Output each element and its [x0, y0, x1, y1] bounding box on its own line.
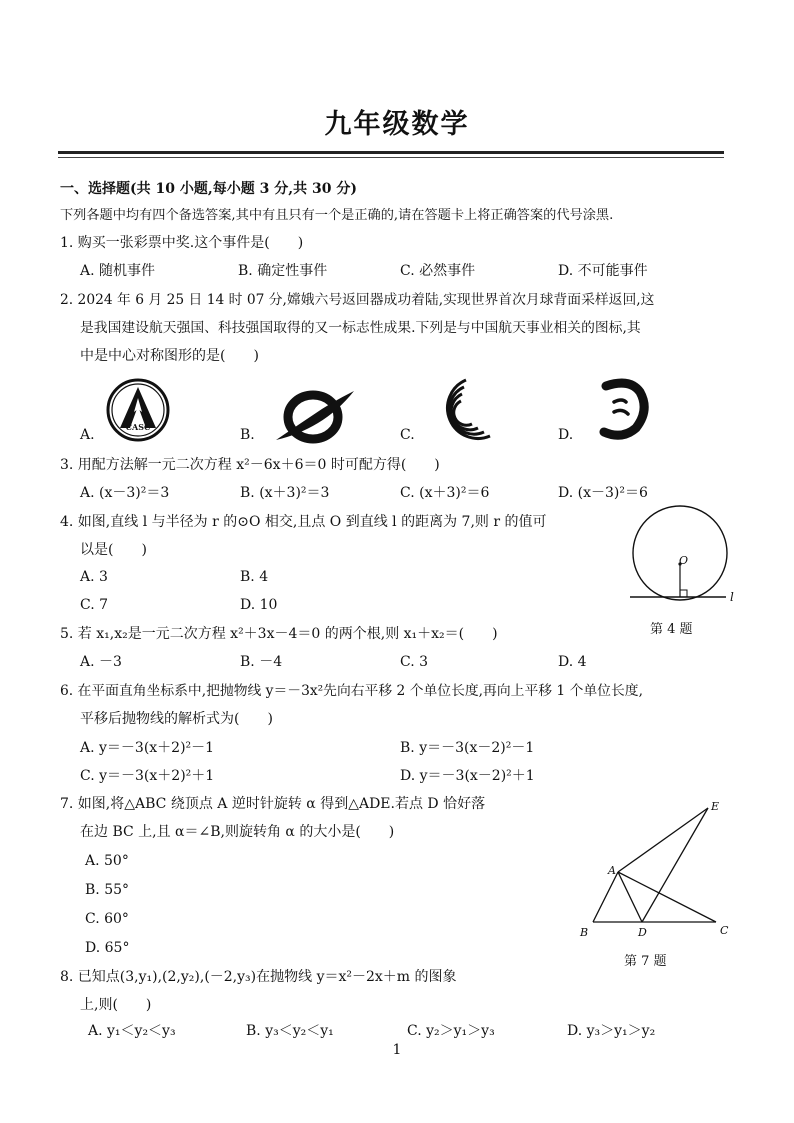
q6-option-b[interactable]: B. y＝－3(x－2)²－1: [400, 740, 535, 756]
q4-figure-caption: 第 4 题: [650, 622, 693, 637]
q4-circle-figure: [620, 506, 740, 616]
q5-option-a[interactable]: A. －3: [80, 654, 122, 670]
q5-stem: 5. 若 x₁,x₂是一元二次方程 x²＋3x－4＝0 的两个根,则 x₁＋x₂＝( ): [60, 626, 498, 642]
q7-option-d[interactable]: D. 65°: [85, 940, 130, 956]
q4-stem-line1: 4. 如图,直线 l 与半径为 r 的⊙O 相交,且点 O 到直线 l 的距离为 7,则 r 的值可: [60, 514, 547, 530]
q3-stem: 3. 用配方法解一元二次方程 x²－6x＋6＝0 时可配方得( ): [60, 457, 440, 473]
q5-option-d[interactable]: D. 4: [558, 654, 587, 670]
q7-option-c[interactable]: C. 60°: [85, 911, 129, 927]
q7-option-a[interactable]: A. 50°: [85, 853, 129, 869]
q2-option-d[interactable]: D.: [558, 427, 574, 443]
q6-stem-line2: 平移后抛物线的解析式为( ): [80, 711, 273, 727]
q7-stem-line2: 在边 BC 上,且 α＝∠B,则旋转角 α 的大小是( ): [80, 824, 395, 840]
q8-option-a[interactable]: A. y₁＜y₂＜y₃: [88, 1023, 176, 1039]
q8-stem-line1: 8. 已知点(3,y₁),(2,y₂),(－2,y₃)在抛物线 y＝x²－2x＋m 的图象: [60, 969, 457, 985]
q1-option-b[interactable]: B. 确定性事件: [238, 263, 328, 279]
q7-figure-caption: 第 7 题: [624, 954, 667, 969]
brush-swirl-logo-icon: [596, 378, 656, 442]
q3-option-a[interactable]: A. (x－3)²＝3: [80, 485, 170, 501]
q4-option-b[interactable]: B. 4: [240, 569, 269, 585]
section-instruction: 下列各题中均有四个备选答案,其中有且只有一个是正确的,请在答题卡上将正确答案的代号涂黑.: [60, 208, 614, 223]
q2-stem-line2: 是我国建设航天强国、科技强国取得的又一标志性成果.下列是与中国航天事业相关的图标,其: [80, 320, 641, 336]
q8-stem-line2: 上,则( ): [80, 997, 152, 1013]
q7-stem-line1: 7. 如图,将△ABC 绕顶点 A 逆时针旋转 α 得到△ADE.若点 D 恰好落: [60, 796, 486, 812]
q4-label-o: O: [679, 554, 689, 567]
q2-option-c[interactable]: C.: [400, 427, 415, 443]
casc-logo-text: CASC: [125, 422, 151, 432]
q1-option-a[interactable]: A. 随机事件: [80, 263, 156, 279]
header-rule-thick: [58, 151, 724, 154]
page-title: 九年级数学: [324, 109, 470, 140]
q7-label-e: E: [711, 800, 720, 813]
q6-stem-line1: 6. 在平面直角坐标系中,把抛物线 y＝－3x²先向右平移 2 个单位长度,再向上平移 1 个单位长度,: [60, 683, 643, 699]
q8-option-c[interactable]: C. y₂＞y₁＞y₃: [407, 1023, 495, 1039]
q4-stem-line2: 以是( ): [80, 542, 147, 558]
section-heading: 一、选择题(共 10 小题,每小题 3 分,共 30 分): [60, 181, 357, 197]
q1-option-c[interactable]: C. 必然事件: [400, 263, 476, 279]
q7-label-a: A: [608, 864, 616, 877]
q4-option-a[interactable]: A. 3: [80, 569, 108, 585]
q7-triangle-figure: [570, 796, 740, 946]
q8-option-b[interactable]: B. y₃＜y₂＜y₁: [246, 1023, 334, 1039]
q6-option-a[interactable]: A. y＝－3(x＋2)²－1: [80, 740, 215, 756]
q2-option-b[interactable]: B.: [240, 427, 255, 443]
q7-option-b[interactable]: B. 55°: [85, 882, 130, 898]
orbit-slash-logo-icon: [268, 385, 358, 445]
casc-logo-icon: [106, 378, 170, 442]
q2-option-a[interactable]: A.: [80, 427, 95, 443]
q2-stem-line3: 中是中心对称图形的是( ): [80, 348, 259, 364]
q3-option-c[interactable]: C. (x＋3)²＝6: [400, 485, 490, 501]
q1-stem: 1. 购买一张彩票中奖.这个事件是( ): [60, 235, 304, 251]
q8-option-d[interactable]: D. y₃＞y₁＞y₂: [567, 1023, 656, 1039]
q4-option-c[interactable]: C. 7: [80, 597, 109, 613]
header-rule-thin: [58, 157, 724, 158]
arcs-logo-icon: [428, 374, 498, 444]
q5-option-c[interactable]: C. 3: [400, 654, 429, 670]
q7-label-d: D: [638, 926, 647, 939]
q7-label-b: B: [580, 926, 589, 939]
q4-label-l: l: [730, 590, 734, 604]
q3-option-b[interactable]: B. (x＋3)²＝3: [240, 485, 330, 501]
q4-option-d[interactable]: D. 10: [240, 597, 278, 613]
page-number: 1: [392, 1042, 402, 1058]
q7-label-c: C: [720, 924, 729, 937]
q6-option-c[interactable]: C. y＝－3(x＋2)²＋1: [80, 768, 215, 784]
q3-option-d[interactable]: D. (x－3)²＝6: [558, 485, 648, 501]
q1-option-d[interactable]: D. 不可能事件: [558, 263, 648, 279]
q2-stem-line1: 2. 2024 年 6 月 25 日 14 时 07 分,嫦娥六号返回器成功着陆,实现世界首次月球背面采样返回,这: [60, 292, 655, 308]
q5-option-b[interactable]: B. －4: [240, 654, 283, 670]
q6-option-d[interactable]: D. y＝－3(x－2)²＋1: [400, 768, 535, 784]
